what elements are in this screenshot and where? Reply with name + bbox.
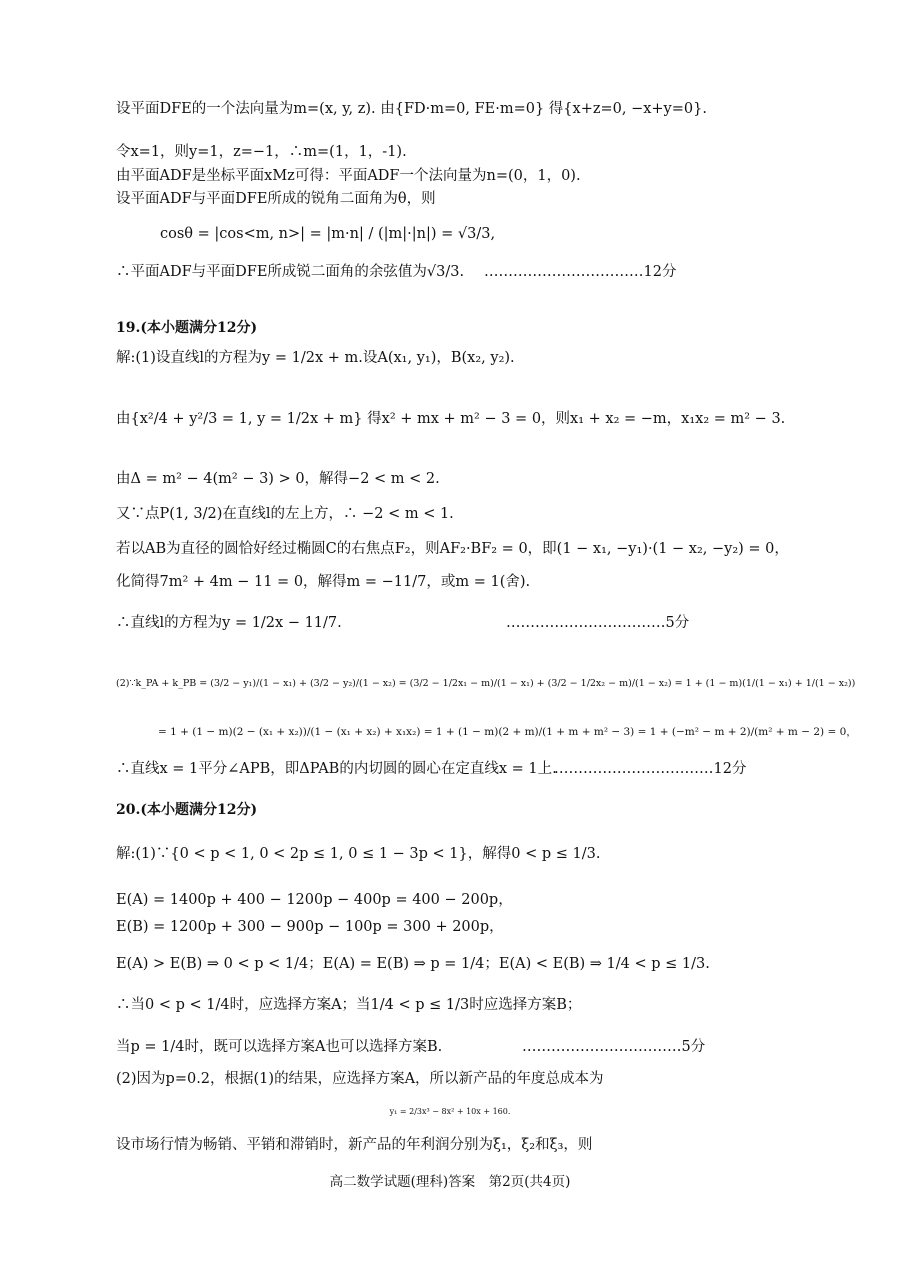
question-header: 20.(本小题满分12分) <box>116 802 258 818</box>
text-line: 设市场行情为畅销、平销和滞销时，新产品的年利润分别为ξ₁，ξ₂和ξ₃，则 <box>116 1137 593 1153</box>
formula-line: E(A) > E(B) ⇒ 0 < p < 1/4；E(A) = E(B) ⇒ p = 1/4；E(A) < E(B) ⇒ 1/4 < p ≤ 1/3. <box>116 956 710 972</box>
formula-line: cosθ = |cos<m, n>| = |m·n| / (|m|·|n|) = √3/3, <box>160 226 496 242</box>
text-line: 设平面ADF与平面DFE所成的锐角二面角为θ，则 <box>116 191 436 207</box>
formula-line: = 1 + (1 − m)(2 − (x₁ + x₂))/(1 − (x₁ + x₂) + x₁x₂) = 1 + (1 − m)(2 + m)/(1 + m + m² − 3) = 1 + (−m² − m + 2)/(m² + m − 2) = 0， <box>158 726 857 738</box>
text-line: 由平面ADF是坐标平面xMz可得：平面ADF一个法向量为n=(0，1，0). <box>116 168 581 184</box>
text-line: 解:(1)∵{0 < p < 1, 0 < 2p ≤ 1, 0 ≤ 1 − 3p < 1}，解得0 < p ≤ 1/3. <box>116 846 601 862</box>
text-line: ∴当0 < p < 1/4时，应选择方案A；当1/4 < p ≤ 1/3时应选择方案B； <box>116 997 582 1013</box>
text-line: 化简得7m² + 4m − 11 = 0，解得m = −11/7，或m = 1(舍). <box>116 574 531 590</box>
text-line: ∴直线l的方程为y = 1/2x − 11/7. <box>116 615 342 631</box>
text-line: 又∵点P(1, 3/2)在直线l的左上方，∴ −2 < m < 1. <box>116 506 454 522</box>
text-line: 若以AB为直径的圆恰好经过椭圆C的右焦点F₂，则AF₂·BF₂ = 0，即(1 − x₁, −y₁)·(1 − x₂, −y₂) = 0， <box>116 541 789 557</box>
text-line: 由{x²/4 + y²/3 = 1, y = 1/2x + m} 得x² + mx + m² − 3 = 0，则x₁ + x₂ = −m，x₁x₂ = m² − 3. <box>116 411 786 427</box>
score-marker: ……………………………5分 <box>506 615 690 631</box>
text-line: 令x=1，则y=1，z=−1，∴m=(1，1，-1). <box>116 144 407 160</box>
formula-line: y₁ = 2/3x³ − 8x² + 10x + 160. <box>389 1107 511 1116</box>
text-line: 解:(1)设直线l的方程为y = 1/2x + m.设A(x₁, y₁)，B(x₂, y₂). <box>116 350 515 366</box>
question-header: 19.(本小题满分12分) <box>116 320 258 336</box>
formula-line: (2)∵k_PA + k_PB = (3/2 − y₁)/(1 − x₁) + (3/2 − y₂)/(1 − x₂) = (3/2 − 1/2x₁ − m)/(1 − x₁) + (3/2 − 1/2x₂ − m)/(1 − x₂) = 1 + (1 − m)(1/(1 − x₁) + 1/(1 − x₂)) <box>116 678 856 689</box>
text-line: 设平面DFE的一个法向量为m=(x, y, z). 由{FD·m=0, FE·m=0} 得{x+z=0, −x+y=0}. <box>116 101 707 117</box>
score-marker: ……………………………12分 <box>554 761 747 777</box>
score-marker: ……………………………5分 <box>522 1039 706 1055</box>
score-marker: ……………………………12分 <box>484 264 677 280</box>
text-line: ∴直线x = 1平分∠APB，即ΔPAB的内切圆的圆心在定直线x = 1上. <box>116 761 557 777</box>
formula-line: E(A) = 1400p + 400 − 1200p − 400p = 400 − 200p， <box>116 892 513 908</box>
text-line: ∴平面ADF与平面DFE所成锐二面角的余弦值为√3/3. <box>116 264 465 280</box>
page-footer: 高二数学试题(理科)答案 第2页(共4页) <box>329 1174 571 1190</box>
text-line: 当p = 1/4时，既可以选择方案A也可以选择方案B. <box>116 1039 443 1055</box>
text-line: 由Δ = m² − 4(m² − 3) > 0，解得−2 < m < 2. <box>116 471 440 487</box>
formula-line: E(B) = 1200p + 300 − 900p − 100p = 300 + 200p， <box>116 919 504 935</box>
text-line: (2)因为p=0.2，根据(1)的结果，应选择方案A，所以新产品的年度总成本为 <box>116 1071 604 1087</box>
